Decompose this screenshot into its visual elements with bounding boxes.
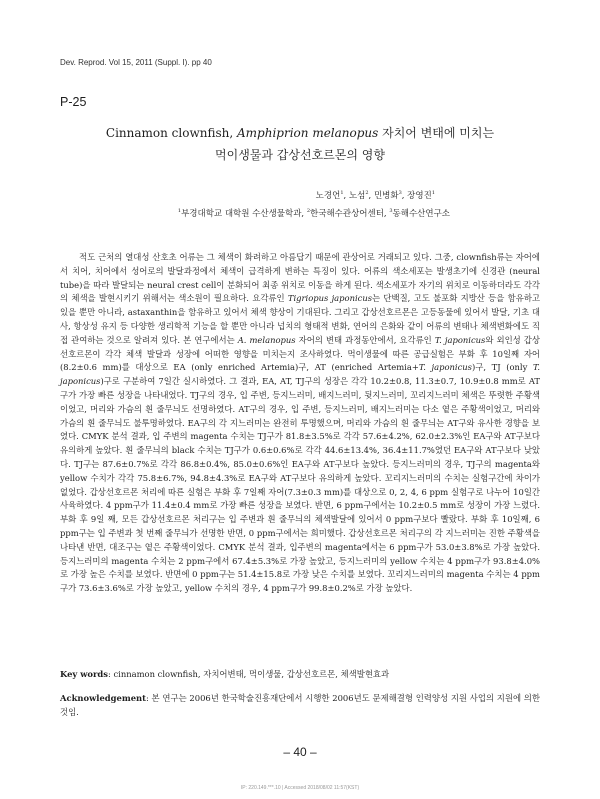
author-list: 노경언$^1$, 노섬$^2$, 민병화$^3$, 장영진$^1$ [315, 190, 435, 201]
acknowledgement [60, 692, 540, 719]
author-affil-mark: 2 [365, 190, 369, 196]
affiliation: 동해수산연구소 [392, 209, 450, 219]
title-species-italic: Amphiprion melanopus [237, 126, 379, 140]
abstract-text: )구, TJ (only [471, 362, 533, 373]
author-name: 장영진 [407, 191, 432, 201]
keywords [60, 668, 540, 681]
paper-title-line2: 먹이생물과 갑상선호르몬의 영향 [215, 148, 385, 162]
author-name: 민병화 [373, 191, 399, 201]
keywords-label: Key words [60, 669, 108, 679]
affil-mark: 3 [389, 208, 393, 214]
abstract-text: 적도 근처의 열대성 산호초 어류는 그 체색이 화려하고 아름답기 때문에 관상어로 거래되고 있다. 그중, clownfish류는 자어에서 치어, 치어에서 성어로의 발달과정에서 체색이 급격하게 변하는 특징이 있다. 어류의 색소세포는 발생초기에 신경관 (neural tube)을 따라 발달되는 neural crest cell이 분화되어 최종 위치로 이동을 하게 된다. 색소세포가 자기의 위치로 이동하더라도 각각의 체색을 발현시키기 위해서는 색소원이 필요하다. 요각류인 [60, 252, 540, 304]
abstract-text: 는 단백질, 고도 불포화 지방산 등을 함유하고 있을 뿐만 아니라, astaxanthin을 함유하고 있어서 체색 향상이 기대된다. 그리고 갑상선호르몬은 고등동물에 있어서 발달, 기초 대사, 항상성 유지 등 다양한 생리학적 기능을 할 뿐만 아니라 넙치의 형태적 변화, 연어의 은화와 같이 어류의 변태나 체색변화에도 직접 관여하는 것으로 알려져 있다. 본 연구에서는 [60, 293, 540, 345]
title-text: Cinnamon clownfish, [105, 126, 237, 140]
abstract-text: )구로 구분하여 7일간 실시하였다. 그 결과, EA, AT, TJ구의 성장은 각각 10.2±0.8, 11.3±0.7, 10.9±0.8 mm로 AT구가 가장 빠른 성장을 나타내었다. TJ구의 경우, 입 주변, 등지느러미, 배지느러미, 뒷지느러미, 꼬리지느러미 체색은 뚜렷한 주황색이었고, 머리와 가슴의 흰 줄무늬도 선명하였다. AT구의 경우, 입 주변, 등지느러미, 배지느러미는 다소 옅은 주황색이었고, 머리와 가슴의 흰 줄무늬도 불투명하였다. EA구의 각 지느러미는 완전히 투명했으며, 머리와 가슴의 흰 줄무늬는 AT구와 유사한 경향을 보였다. CMYK 분석 결과, 입 주변의 magenta 수치는 TJ구가 81.8±3.5%로 각각 57.6±4.2%, 62.0±2.3%인 EA구와 AT구보다 유의하게 높았다. 흰 줄무늬의 black 수치는 TJ구가 0.6±0.6%로 각각 44.6±13.4%, 36.4±11.7%였던 EA구와 AT구보다 낮았다. TJ구는 87.6±0.7%로 각각 86.8±0.4%, 85.0±0.6%인 EA구와 AT구보다 높았다. 등지느러미의 경우, TJ구의 magenta와 yellow 수치가 각각 75.8±6.7%, 94.8±4.3%로 EA구와 AT구보다 유의하게 높았다. 꼬리지느러미의 수치는 실험구간에 차이가 없었다. 갑상선호르몬 처리에 따른 실험은 부화 후 7일째 자어(7.3±0.3 mm)를 대상으로 0, 2, 4, 6 ppm 실험구로 나누어 10일간 사육하였다. 4 ppm구가 11.4±0.4 mm로 가장 빠른 성장을 보였다. 반면, 6 ppm구에서는 10.2±0.5 mm로 성장이 가장 느렸다. 부화 후 9일 째, 모든 갑상선호르몬 처리구는 입 주변과 흰 줄무늬의 체색발달에 있어서 0 ppm구보다 빨랐다. 부화 후 10일째, 6 ppm구는 입 주변과 첫 번째 줄무늬가 선명한 반면, 0 ppm구에서는 희미했다. 갑상선호르몬 처리구의 각 지느러미는 진한 주황색을 나타낸 반면, 대조구는 옅은 주황색이었다. CMYK 분석 결과, 입주변의 magenta에서는 6 ppm구가 53.0±3.8%로 가장 높았다. 등지느러미의 magenta 수치는 2 ppm구에서 67.4±5.3%로 가장 높았고, 등지느러미의 yellow 수치는 4 ppm구가 93.8±4.0%로 가장 높은 수치를 보였다. 반면에 0 ppm구는 51.4±15.8로 가장 낮은 수치를 보였다. 꼬리지느러미의 magenta 수치는 4 ppm구가 73.6±3.6%로 가장 높았고, yellow 수치의 경우, 4 ppm구가 99.8±0.2%로 가장 높았다. [60, 376, 540, 594]
affiliation: 한국해수관상어센터 [310, 209, 384, 219]
author-name: 노경언 [315, 191, 341, 201]
abstract-text: 와 외인성 갑상선호르몬이 각각 체색 발달과 성장에 어떠한 영향을 미치는지 조사하였다. 먹이생물에 따른 공급실험은 부화 후 10일째 자어 (8.2±0.6 mm)를 대상으로 EA (only enriched Artemia)구, AT (enriched Artemia+ [60, 334, 540, 373]
abstract-text: 자어의 변태 과정동안에서, 요각류인 [295, 334, 435, 345]
species-italic: T. japonicus [418, 362, 472, 373]
acknowledgement-text: : 본 연구는 2006년 한국학술진흥재단에서 시행한 2006년도 문제해결형 인력양성 지원 사업의 지원에 의한 것임. [60, 693, 540, 717]
affiliation: 부경대학교 대학원 수산생물학과 [181, 209, 302, 219]
affil-mark: 1 [177, 208, 182, 214]
species-italic: Tigriopus japonicus [287, 293, 373, 304]
affiliation-list: $^1$부경대학교 대학원 수산생물학과, $^2$한국해수관상어센터, $^3$동해수산연구소 [177, 208, 450, 219]
keywords-text: : cinnamon clownfish, 자치어변태, 먹이생물, 갑상선호르몬, 체색발현효과 [107, 669, 390, 679]
journal-citation: Dev. Reprod. Vol 15, 2011 (Suppl. I). pp 40 [60, 58, 212, 67]
poster-code: P-25 [60, 95, 87, 109]
author-affil-mark: 1 [340, 190, 344, 196]
title-text-suffix: 자치어 변태에 미치는 [378, 126, 495, 140]
abstract [60, 251, 540, 596]
page-number: – 40 – [283, 745, 317, 759]
species-italic: T. japonicus [60, 362, 540, 387]
author-affil-mark: 1 [431, 190, 435, 196]
acknowledgement-label: Acknowledgement [60, 693, 146, 703]
paper-title-line1 [60, 125, 540, 141]
species-italic: T. japonicus [434, 334, 486, 345]
abstract-paragraph [60, 251, 540, 596]
species-italic: A. melanopus [237, 334, 296, 345]
affil-mark: 2 [306, 208, 311, 214]
access-footer: IP: 220.149.***.10 | Accessed 2018/08/02 11:57(KST) [240, 785, 360, 791]
author-name: 노섬 [348, 191, 366, 201]
author-affil-mark: 3 [398, 190, 402, 196]
